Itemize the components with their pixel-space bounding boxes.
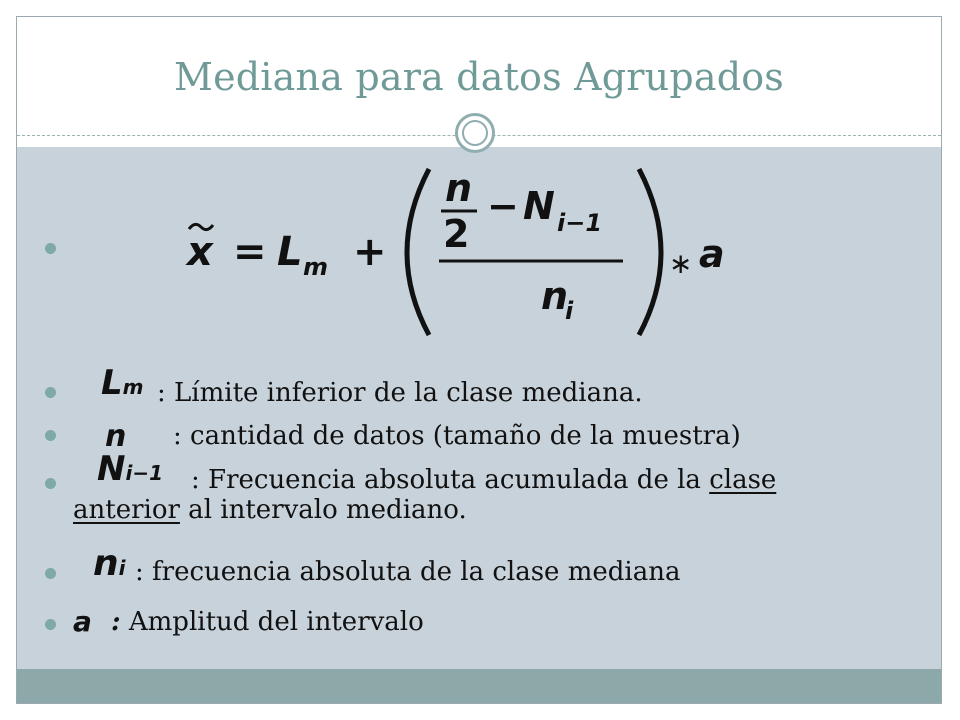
def-ni1-text bbox=[73, 465, 776, 525]
def-a-label: Amplitud del intervalo bbox=[128, 607, 424, 637]
bullet-dot bbox=[45, 568, 56, 579]
circle-ornament-icon bbox=[455, 113, 495, 153]
svg-text:2: 2 bbox=[443, 212, 470, 256]
symbol-n: n bbox=[105, 419, 127, 454]
bullet-dot bbox=[45, 430, 56, 441]
svg-text:+: + bbox=[353, 229, 387, 275]
slide bbox=[16, 16, 942, 704]
def-ni1-clase: clase bbox=[709, 465, 777, 495]
def-ni-text: : frecuencia absoluta de la clase mediana bbox=[135, 557, 681, 587]
def-lm-text: : Límite inferior de la clase mediana. bbox=[157, 378, 643, 408]
def-a-text: : Amplitud del intervalo bbox=[111, 607, 424, 637]
svg-text:n: n bbox=[541, 274, 569, 318]
symbol-lm: Lm bbox=[101, 363, 144, 403]
def-ni1-text-pre: : Frecuencia absoluta acumulada de la bbox=[191, 465, 710, 495]
symbol-a: a bbox=[73, 605, 92, 638]
bullet-dot bbox=[45, 478, 56, 489]
svg-text:i−1: i−1 bbox=[557, 209, 603, 237]
svg-text:L: L bbox=[277, 229, 303, 275]
svg-text:x: x bbox=[187, 229, 213, 275]
symbol-ni: ni bbox=[93, 543, 126, 584]
svg-text:∗: ∗ bbox=[669, 247, 693, 280]
symbol-ni1: Ni−1 bbox=[97, 449, 163, 489]
slide-title: Mediana para datos Agrupados bbox=[173, 55, 785, 99]
svg-text:N: N bbox=[523, 184, 555, 228]
median-formula bbox=[177, 147, 737, 343]
svg-text:−: − bbox=[487, 184, 519, 228]
bullet-dot bbox=[45, 619, 56, 630]
svg-text:a: a bbox=[699, 232, 725, 276]
bullet-dot bbox=[45, 387, 56, 398]
svg-text:n: n bbox=[445, 166, 473, 210]
def-n-text: : cantidad de datos (tamaño de la muestra) bbox=[173, 421, 741, 451]
svg-text:=: = bbox=[233, 229, 267, 275]
content-area bbox=[17, 147, 941, 669]
svg-text:i: i bbox=[565, 297, 574, 325]
bullet-dot bbox=[45, 243, 56, 254]
def-ni1-anterior: anterior bbox=[73, 495, 180, 525]
footer-bar bbox=[17, 669, 941, 704]
svg-text:m: m bbox=[303, 253, 329, 281]
def-ni1-text-post: al intervalo mediano. bbox=[179, 495, 467, 525]
